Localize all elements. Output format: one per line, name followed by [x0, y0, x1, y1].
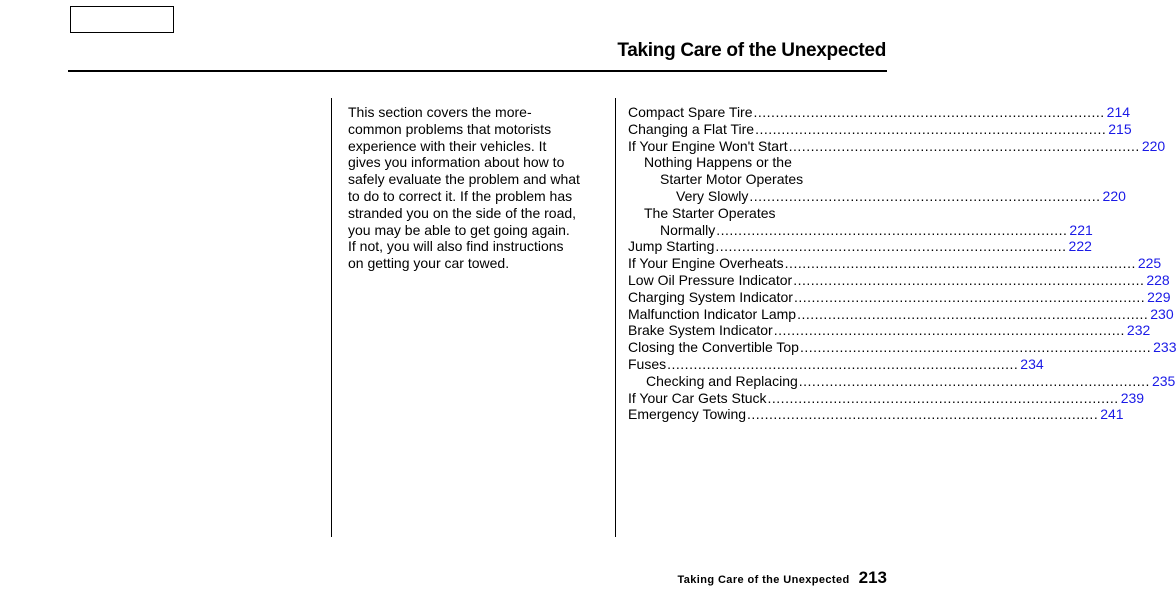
toc-entry-engine-wont-start[interactable]	[628, 137, 1166, 155]
intro-line: If not, you will also find instructions	[348, 238, 564, 255]
dot-leader: ................................................................................	[788, 137, 1140, 154]
toc-entry-label: Starter Motor Operates	[660, 171, 804, 188]
toc-entry-emergency-towing[interactable]	[628, 406, 1124, 423]
toc-subentry-normally[interactable]	[628, 221, 1093, 239]
toc-page-link[interactable]: 221	[1069, 221, 1093, 238]
toc-subentry-starter-operates	[628, 205, 886, 222]
intro-line: stranded you on the side of the road,	[348, 204, 577, 221]
toc-page-link[interactable]: 228	[1146, 271, 1170, 288]
toc-page-link[interactable]: 232	[1126, 322, 1151, 339]
toc-entry-low-oil-pressure[interactable]	[628, 271, 1170, 289]
dot-leader: ................................................................................	[753, 104, 1105, 120]
toc-entry-convertible-top[interactable]	[628, 339, 1176, 356]
page-title: Taking Care of the Unexpected	[617, 40, 886, 61]
toc-entry-label: Fuses	[628, 355, 667, 372]
toc-page-link[interactable]: 225	[1137, 255, 1162, 272]
toc-entry-label: Nothing Happens or the	[644, 154, 792, 171]
dot-leader: ................................................................................	[667, 355, 1019, 372]
toc-entry-label: Emergency Towing	[628, 406, 747, 423]
toc-entry-label: If Your Engine Won't Start	[628, 137, 788, 154]
toc-page-link[interactable]: 215	[1108, 120, 1132, 137]
toc-entry-fuses[interactable]	[628, 355, 1044, 373]
toc-entry-label: If Your Car Gets Stuck	[628, 389, 767, 406]
toc-page-link[interactable]: 220	[1141, 137, 1166, 154]
footer-section-title: Taking Care of the Unexpected	[677, 574, 850, 586]
toc-page-link[interactable]: 239	[1120, 389, 1145, 406]
toc-entry-label: Checking and Replacing	[646, 372, 798, 389]
toc-entry-compact-spare-tire[interactable]	[628, 104, 1131, 121]
intro-line: you may be able to get going again.	[348, 221, 570, 238]
toc-entry-label: Malfunction Indicator Lamp	[628, 305, 797, 322]
toc-page-link[interactable]: 230	[1150, 305, 1174, 322]
toc-entry-label: Closing the Convertible Top	[628, 339, 799, 356]
toc-page-link[interactable]: 220	[1102, 187, 1126, 204]
column-divider-left	[331, 98, 332, 537]
toc-page-link[interactable]: 229	[1147, 288, 1171, 305]
intro-line: on getting your car towed.	[348, 255, 510, 272]
toc-entry-car-gets-stuck[interactable]	[628, 389, 1145, 407]
toc-page-link[interactable]: 233	[1153, 339, 1176, 356]
toc-entry-label: If Your Engine Overheats	[628, 255, 784, 272]
toc-page-link[interactable]: 234	[1020, 355, 1044, 372]
toc-entry-engine-overheats[interactable]	[628, 255, 1162, 272]
dot-leader: ................................................................................	[784, 255, 1136, 272]
intro-line: common problems that motorists	[348, 120, 552, 137]
toc-entry-charging-system[interactable]	[628, 288, 1171, 306]
column-divider-right	[615, 98, 616, 537]
toc-entry-label: Jump Starting	[628, 238, 715, 255]
intro-line: gives you information about how to	[348, 154, 565, 171]
dot-leader: ................................................................................	[749, 187, 1101, 204]
toc-subentry-checking-replacing[interactable]	[628, 372, 1176, 390]
footer-page-number: 213	[858, 568, 887, 587]
dot-leader: ................................................................................	[767, 389, 1119, 406]
toc-entry-malfunction-lamp[interactable]	[628, 305, 1174, 323]
toc-page-link[interactable]: 222	[1068, 238, 1092, 255]
toc-entry-label: Compact Spare Tire	[628, 104, 753, 120]
toc-entry-jump-starting[interactable]	[628, 238, 1092, 255]
table-of-contents	[628, 104, 1176, 423]
intro-line: This section covers the more-	[348, 104, 532, 120]
dot-leader: ................................................................................	[798, 372, 1150, 389]
toc-entry-label: Brake System Indicator	[628, 322, 773, 339]
dot-leader: ................................................................................	[773, 322, 1125, 339]
dot-leader: ................................................................................	[747, 406, 1099, 423]
toc-entry-label: Changing a Flat Tire	[628, 120, 755, 137]
dot-leader: ................................................................................	[716, 221, 1068, 238]
toc-entry-label: Low Oil Pressure Indicator	[628, 271, 793, 288]
nav-button-box[interactable]	[70, 6, 174, 33]
intro-paragraph	[348, 104, 610, 272]
dot-leader: ................................................................................	[755, 120, 1107, 137]
intro-line: to do to correct it. If the problem has	[348, 187, 573, 204]
title-divider	[68, 70, 887, 72]
dot-leader: ................................................................................	[715, 238, 1067, 255]
dot-leader: ................................................................................	[793, 271, 1145, 288]
toc-entry-changing-flat-tire[interactable]	[628, 120, 1132, 138]
dot-leader: ................................................................................	[799, 339, 1152, 356]
toc-entry-label: Very Slowly	[676, 187, 749, 204]
page-footer	[677, 568, 887, 588]
dot-leader: ................................................................................	[793, 288, 1146, 305]
toc-entry-label: Charging System Indicator	[628, 288, 793, 305]
toc-page-link[interactable]: 235	[1151, 372, 1176, 389]
toc-entry-label: Normally	[660, 221, 716, 238]
toc-subentry-starter-motor	[628, 171, 886, 188]
intro-line: experience with their vehicles. It	[348, 137, 547, 154]
toc-subentry-very-slowly[interactable]	[628, 187, 1126, 205]
toc-subentry-nothing-happens	[628, 154, 886, 171]
intro-line: safely evaluate the problem and what	[348, 171, 580, 188]
toc-page-link[interactable]: 241	[1100, 406, 1124, 423]
toc-entry-label: The Starter Operates	[644, 204, 776, 221]
toc-entry-brake-system[interactable]	[628, 322, 1151, 339]
toc-page-link[interactable]: 214	[1106, 104, 1131, 120]
dot-leader: ................................................................................	[797, 305, 1149, 322]
